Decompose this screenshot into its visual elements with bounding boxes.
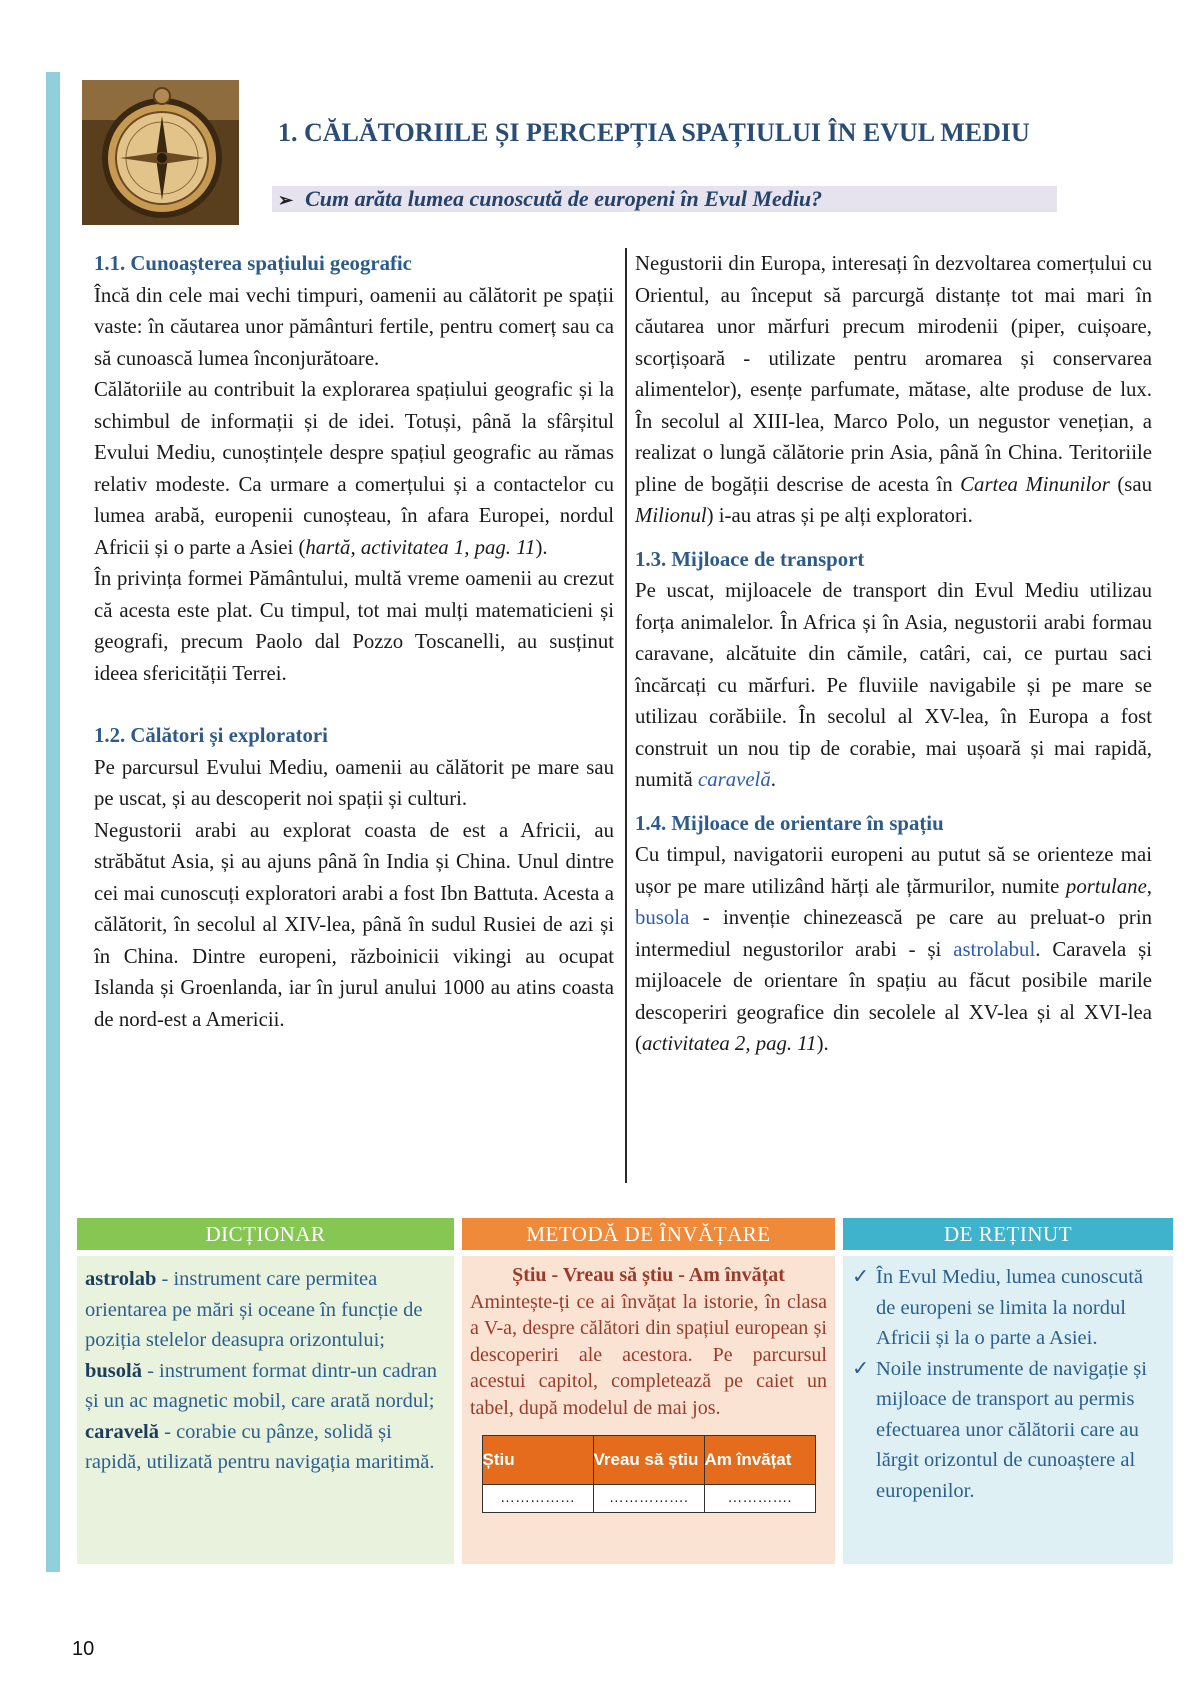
paragraph	[635, 839, 1152, 1060]
kwl-cell: ………….	[704, 1485, 815, 1513]
definition-text: - corabie cu pânze, solidă și rapidă, utilizată pentru navigația maritimă.	[85, 1420, 435, 1473]
chapter-title: 1. CĂLĂTORIILE ȘI PERCEPȚIA SPAȚIULUI ÎN EVUL MEDIU	[278, 118, 1030, 147]
paragraph-text: .	[770, 768, 776, 791]
dictionary-heading: DICȚIONAR	[77, 1218, 454, 1250]
kwl-cell: ……………	[482, 1485, 593, 1513]
definition	[85, 1264, 448, 1356]
arrow-bullet-icon: ➢	[278, 190, 294, 210]
remember-item-text: În Evul Mediu, lumea cunoscută de europeni se limita la nordul Africii și la o parte a Asiei.	[876, 1266, 1144, 1349]
method-text: Amintește-ți ce ai învățat la istorie, în clasa a V-a, despre călători din spațiul european și descoperiri ale acestora. Pe parcursul acestui capitol, completează pe caiet un tabel, după modelul de mai jos.	[470, 1290, 827, 1419]
learning-method-heading: METODĂ DE ÎNVĂȚARE	[462, 1218, 835, 1250]
question-text: Cum arăta lumea cunoscută de europeni în Evul Mediu?	[305, 186, 823, 211]
paragraph	[635, 248, 1152, 532]
left-column	[94, 248, 614, 1035]
chapter-question	[272, 186, 1057, 212]
glossary-term: busola	[635, 906, 690, 929]
paragraph-text: Cu timpul, navigatorii europeni au putut să se orienteze mai ușor pe mare utilizând hărți ale țărmurilor, numite	[635, 843, 1152, 898]
dictionary-box	[77, 1218, 454, 1564]
remember-heading: DE REȚINUT	[843, 1218, 1173, 1250]
glossary-term: caravelă	[697, 768, 771, 791]
paragraph	[94, 374, 614, 563]
kwl-header: Am învățat	[704, 1436, 815, 1485]
paragraph-text: . Caravela și mijloacele de orientare în spațiu au făcut posibile marile descoperiri geografice din secolele al XV-lea și al XVI-lea (	[635, 937, 1152, 1055]
paragraph: Pe parcursul Evului Mediu, oamenii au călătorit pe mare sau pe uscat, și au descoperit noi spații și culturi.	[94, 755, 614, 810]
remember-box	[843, 1218, 1173, 1564]
book-title: Milionul	[635, 504, 707, 527]
paragraph-text: ,	[1146, 874, 1152, 898]
paragraph-text: - invenție chinezească pe care au preluat-o prin intermediul negustorilor arabi - și	[635, 906, 1152, 961]
section-heading-1-4: 1.4. Mijloace de orientare în spațiu	[635, 811, 944, 835]
book-title: Cartea Minunilor	[960, 472, 1110, 496]
definition-text: - instrument format dintr-un cadran și un ac magnetic mobil, care arată nordul;	[85, 1359, 438, 1412]
learning-method-body	[462, 1256, 835, 1564]
definition	[85, 1417, 448, 1478]
method-title: Știu - Vreau să știu - Am învățat	[512, 1264, 785, 1286]
section-heading-1-1: 1.1. Cunoașterea spațiului geografic	[94, 252, 412, 275]
definition-term: busolă	[85, 1359, 142, 1382]
remember-body	[843, 1256, 1173, 1564]
definition-term: astrolab	[85, 1268, 157, 1290]
left-accent-bar	[46, 72, 60, 1572]
page-number: 10	[72, 1638, 95, 1660]
right-column	[635, 248, 1152, 1060]
compass-icon	[82, 80, 239, 225]
paragraph: În privința formei Pământului, multă vreme oamenii au crezut că acesta este plat. Cu timpul, tot mai mulți matematicieni și geografi, precum Paolo dal Pozzo Toscanelli, au susținut ideea sfericității Terrei.	[94, 567, 614, 685]
activity-reference: activitatea 2, pag. 11	[641, 1032, 817, 1055]
kwl-header: Știu	[482, 1436, 593, 1485]
paragraph	[635, 575, 1152, 796]
remember-item	[849, 1262, 1167, 1354]
paragraph: Încă din cele mai vechi timpuri, oamenii au călătorit pe spații vaste: în căutarea unor pământuri fertile, pentru comerț sau ca să cunoască lumea înconjurătoare.	[94, 283, 614, 370]
remember-item	[849, 1354, 1167, 1507]
activity-reference: hartă, activitatea 1, pag. 11	[305, 535, 536, 559]
remember-item-text: Noile instrumente de navigație și mijloace de transport au permis efectuarea unor călătorii care au lărgit orizontul de cunoaștere al europenilor.	[876, 1357, 1147, 1502]
definition-term: caravelă	[85, 1420, 159, 1443]
paragraph-text: ).	[816, 1032, 829, 1055]
paragraph-text: ).	[535, 535, 548, 559]
checkmark-icon: ✓	[852, 1357, 870, 1380]
paragraph-text: Călătoriile au contribuit la explorarea spațiului geografic și la schimbul de informații și de idei. Totuși, până la sfârșitul Evului Mediu, cunoștințele despre spațiul geografic au rămas relativ modeste. Ca urmare a comerțului și a contactelor cu lumea arabă, europenii cunoșteau, în afara Europei, nordul Africii și o parte a Asiei (	[94, 378, 614, 559]
dictionary-body	[77, 1256, 454, 1564]
kwl-cell: …………….	[593, 1485, 704, 1513]
definition-text: - instrument care permitea orientarea pe mări și oceane în funcție de poziția stelelor deasupra orizontului;	[85, 1268, 423, 1351]
term-portulane: portulane	[1065, 874, 1147, 898]
learning-method-box	[462, 1218, 835, 1564]
paragraph-text: Pe uscat, mijloacele de transport din Evul Mediu utilizau forța animalelor. În Africa și în Asia, negustorii arabi formau caravane, alcătuite din cămile, catâri, cai, ce purtau saci încărcați cu mărfuri. Pe fluviile navigabile și pe mare se utilizau corăbiile. În secolul al XV-lea, în Europa a fost construit un nou tip de corabie, mai ușoară și mai rapidă, numită	[635, 579, 1152, 791]
section-heading-1-2: 1.2. Călători și exploratori	[94, 724, 328, 747]
definition	[85, 1356, 448, 1417]
kwl-table	[482, 1435, 816, 1513]
glossary-term: astrolabul	[953, 937, 1036, 961]
kwl-header: Vreau să știu	[593, 1436, 704, 1485]
paragraph: Negustorii arabi au explorat coasta de est a Africii, au străbătut Asia, și au ajuns până în India și China. Unul dintre cei mai cunoscuți exploratori arabi a fost Ibn Battuta. Acesta a călătorit, în secolul al XIV-lea, până în sudul Rusiei de azi și în China. Dintre europeni, războinicii vikingi au ocupat Islanda și Groenlanda, iar în jurul anului 1000 au atins coasta de nord-est a Americii.	[94, 818, 614, 1031]
paragraph-text: ) i-au atras și pe alți exploratori.	[706, 504, 973, 527]
paragraph-text: (sau	[1109, 472, 1152, 496]
compass-image	[82, 80, 239, 225]
remember-list	[849, 1262, 1167, 1506]
section-heading-1-3: 1.3. Mijloace de transport	[635, 547, 865, 571]
checkmark-icon: ✓	[852, 1266, 870, 1288]
paragraph-text: Negustorii din Europa, interesați în dezvoltarea comerțului cu Orientul, au început să parcurgă distanțe tot mai mari în căutarea unor mărfuri precum mirodenii (piper, cuișoare, scorțișoară - utilizate pentru aromarea și conservarea alimentelor), esențe parfumate, mătase, alte produse de lux. În secolul al XIII-lea, Marco Polo, un negustor venețian, a realizat o lungă călătorie prin Asia, până în China. Teritoriile pline de bogății descrise de acesta în	[635, 252, 1152, 496]
column-divider	[625, 248, 627, 1183]
